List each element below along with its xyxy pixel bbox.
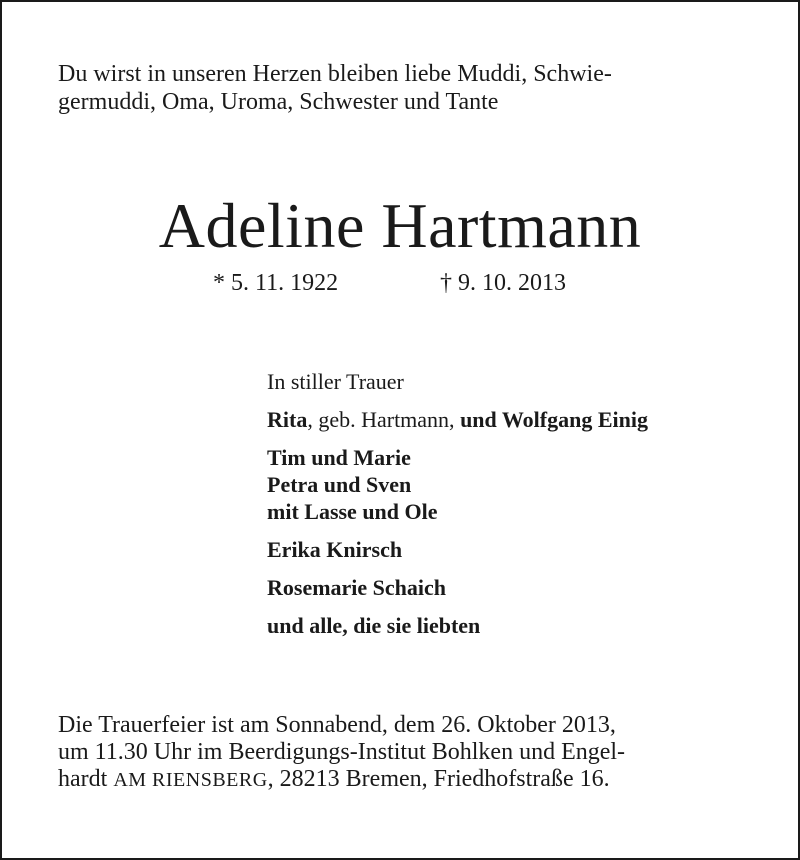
ceremony-line-3 [58,766,778,794]
mourning-heading: In stiller Trauer [267,369,404,394]
ceremony-line-3-end: , 28213 Bremen, Friedhofstraße 16. [267,766,610,792]
deceased-name: Adeline Hartmann [158,190,642,261]
intro-line-1: Du wirst in unseren Herzen bleiben liebe Muddi, Schwie- [58,61,612,87]
mourner-rita-partner: und Wolfgang Einig [454,407,648,432]
mourners-block [267,368,787,639]
intro-line-2: germuddi, Oma, Uroma, Schwester und Tante [58,89,499,115]
ceremony-line-2: um 11.30 Uhr im Beerdigungs-Institut Bohlken und Engel- [58,739,626,765]
mourner-rita [267,406,787,433]
mourner-family-3: mit Lasse und Ole [267,499,438,524]
mourner-family-2: Petra und Sven [267,472,412,497]
mourner-rita-name: Rita [267,407,308,432]
mourner-family-1: Tim und Marie [267,445,411,470]
death-date: † 9. 10. 2013 [440,270,566,296]
ceremony-details [58,712,778,794]
mourner-erika: Erika Knirsch [267,537,403,562]
mourners-closing: und alle, die sie liebten [267,613,481,638]
mourner-rita-birthname: , geb. Hartmann, [307,407,455,432]
ceremony-venue: AM RIENSBERG [113,769,268,791]
ceremony-line-1: Die Trauerfeier ist am Sonnabend, dem 26. Oktober 2013, [58,712,616,738]
mourner-rosemarie: Rosemarie Schaich [267,575,447,600]
intro-text [58,60,758,116]
birth-date: * 5. 11. 1922 [213,270,339,296]
ceremony-line-3-start: hardt [58,766,114,792]
